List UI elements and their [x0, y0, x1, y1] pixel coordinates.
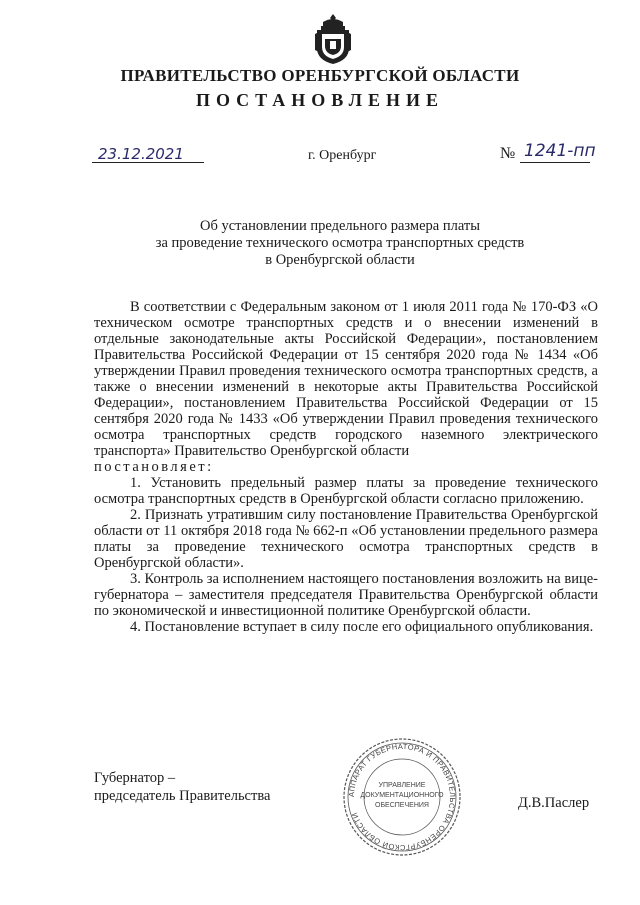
- government-title: ПРАВИТЕЛЬСТВО ОРЕНБУРГСКОЙ ОБЛАСТИ: [120, 66, 520, 85]
- stamp-center-line: ОБЕСПЕЧЕНИЯ: [375, 802, 429, 809]
- signer-name: Д.В.Паслер: [518, 795, 590, 811]
- item-2: 2. Признать утратившим силу постановление Правительства Оренбургской области от 11 октября 2018 года № 662-п «Об установлении предельного размера платы за проведение технического осмотра транспортных средств в Оренбургской области».: [94, 507, 598, 571]
- signer-position: [94, 769, 270, 805]
- item-3: 3. Контроль за исполнением настоящего постановления возложить на вице-губернатора – заместителя председателя Правительства Оренбургской области по экономической и инвестиционной политике Оренбургской области.: [94, 571, 598, 619]
- decree-title: [120, 218, 560, 269]
- city: г. Оренбург: [308, 148, 377, 163]
- document-type: ПОСТАНОВЛЕНИЕ: [195, 90, 445, 110]
- stamp-center-line: ДОКУМЕНТАЦИОННОГО: [360, 792, 444, 799]
- coat-of-arms-emblem: [313, 12, 353, 66]
- number-label: №: [500, 145, 516, 162]
- item-1: 1. Установить предельный размер платы за проведение технического осмотра транспортных средств в Оренбургской области согласно приложению.: [94, 475, 598, 507]
- stamp-center-line: УПРАВЛЕНИЕ: [378, 782, 426, 789]
- title-line: за проведение технического осмотра транспортных средств: [155, 235, 525, 251]
- decree-number: 1241-пп: [524, 141, 596, 161]
- date-underline: [92, 162, 204, 163]
- official-stamp: [340, 735, 464, 859]
- preamble: В соответствии с Федеральным законом от 1 июля 2011 года № 170-ФЗ «О техническом осмотре транспортных средств и о внесении изменений в отдельные законодательные акты Российской Федерации», постановлением Правительства Российской Федерации от 15 сентября 2020 года № 1434 «Об утверждении Правил проведения технического осмотра транспортных средств, а также о внесении изменений в некоторые акты Правительства Российской Федерации», постановлением Правительства Российской Федерации от 15 сентября 2020 года № 1433 «Об утверждении Правил проведения технического осмотра транспортных средств городского наземного электрического транспорта» Правительство Оренбургской области: [94, 299, 598, 459]
- signer-position-line: Губернатор –: [94, 770, 176, 786]
- stamp-ring-text: АППАРАТ ГУБЕРНАТОРА И ПРАВИТЕЛЬСТВА ОРЕНБУРГСКОЙ ОБЛАСТИ: [346, 741, 458, 853]
- number-underline: [520, 162, 590, 163]
- item-4: 4. Постановление вступает в силу после его официального опубликования.: [130, 619, 594, 635]
- resolves-word: постановляет:: [94, 459, 214, 475]
- title-line: Об установлении предельного размера платы: [199, 218, 480, 234]
- decree-date: 23.12.2021: [98, 145, 184, 163]
- signer-position-line: председатель Правительства: [94, 788, 271, 804]
- decree-body: [94, 299, 598, 635]
- title-line: в Оренбургской области: [265, 252, 415, 268]
